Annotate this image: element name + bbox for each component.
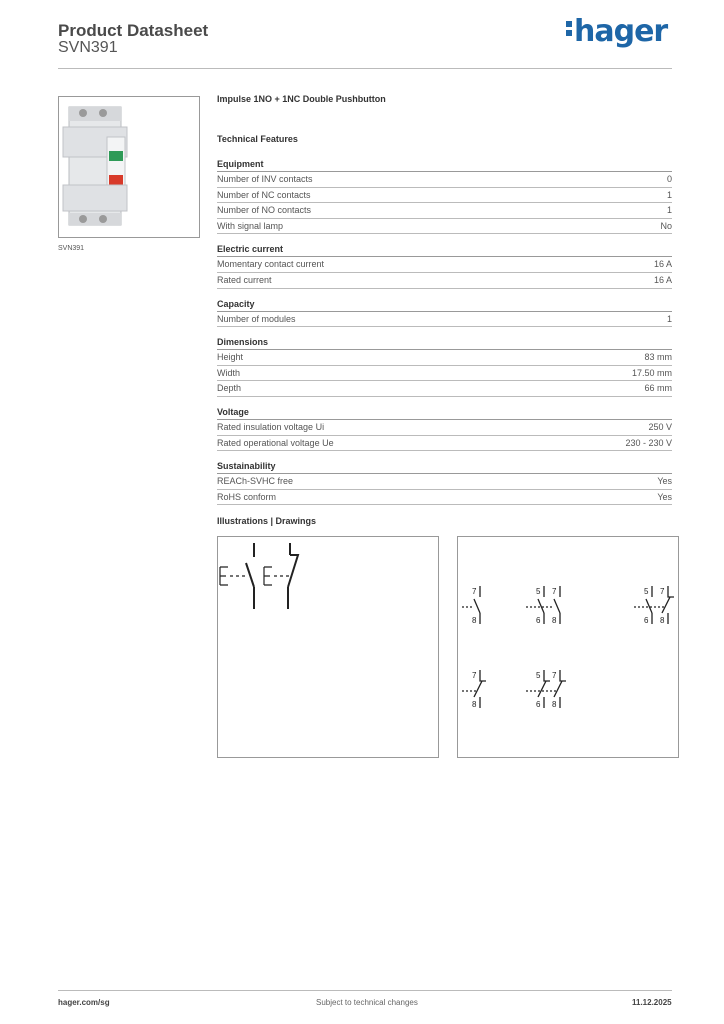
spec-row xyxy=(217,203,672,219)
group-title: Sustainability xyxy=(217,461,672,474)
spec-value: 0 xyxy=(666,174,672,184)
terminal-label: 8 xyxy=(472,616,477,625)
spec-value: 83 mm xyxy=(644,352,672,363)
spec-row xyxy=(217,188,672,204)
spec-value: 1 xyxy=(666,189,672,200)
spec-value: 17.50 mm xyxy=(631,367,672,378)
footer-date: 11.12.2025 xyxy=(632,998,672,1007)
wiring-diagram xyxy=(457,536,679,758)
spec-label: REACh-SVHC free xyxy=(217,476,294,487)
spec-label: Rated insulation voltage Ui xyxy=(217,421,325,432)
terminal-label: 8 xyxy=(472,700,477,709)
feature-group xyxy=(217,407,672,451)
dimension-drawing xyxy=(217,536,439,758)
features-heading: Technical Features xyxy=(217,134,298,144)
spec-row xyxy=(217,366,672,382)
terminal-label: 5 xyxy=(644,587,649,596)
page-title: Product Datasheet xyxy=(58,21,209,40)
spec-label: Rated operational voltage Ue xyxy=(217,437,334,448)
footer-divider xyxy=(58,990,672,991)
feature-groups xyxy=(217,159,672,505)
terminal-label: 8 xyxy=(660,616,665,625)
footer-website-link[interactable]: hager.com/sg xyxy=(58,998,110,1007)
spec-value: 16 A xyxy=(653,259,672,270)
terminal-label: 7 xyxy=(472,587,477,596)
spec-value: 230 - 230 V xyxy=(625,437,672,448)
terminal-label: 6 xyxy=(536,700,541,709)
group-title: Capacity xyxy=(217,299,672,312)
product-description: Impulse 1NO + 1NC Double Pushbutton xyxy=(217,94,386,104)
spec-label: Number of INV contacts xyxy=(217,174,313,184)
spec-row xyxy=(217,257,672,273)
product-reference: SVN391 xyxy=(58,39,118,56)
spec-value: 16 A xyxy=(653,274,672,285)
spec-label: Rated current xyxy=(217,274,272,285)
spec-row xyxy=(217,312,672,328)
terminal-label: 8 xyxy=(552,616,557,625)
group-title: Dimensions xyxy=(217,337,672,350)
brand-logo: hager xyxy=(566,14,667,49)
product-image xyxy=(58,96,200,238)
spec-row xyxy=(217,381,672,397)
image-caption: SVN391 xyxy=(58,245,85,252)
terminal-label: 7 xyxy=(660,587,665,596)
terminal-label: 6 xyxy=(644,616,649,625)
spec-value: 1 xyxy=(666,313,672,324)
spec-row xyxy=(217,350,672,366)
group-title: Electric current xyxy=(217,244,672,257)
spec-row xyxy=(217,436,672,452)
spec-value: 1 xyxy=(666,205,672,216)
spec-row xyxy=(217,474,672,490)
spec-label: Number of NC contacts xyxy=(217,189,311,200)
terminal-label: 7 xyxy=(472,671,477,680)
spec-label: Momentary contact current xyxy=(217,259,325,270)
spec-row xyxy=(217,420,672,436)
spec-label: Depth xyxy=(217,383,242,394)
terminal-label: 7 xyxy=(552,671,557,680)
feature-group xyxy=(217,159,672,234)
terminal-label: 6 xyxy=(536,616,541,625)
feature-group xyxy=(217,244,672,288)
spec-row xyxy=(217,273,672,289)
spec-value: Yes xyxy=(657,491,672,502)
spec-row xyxy=(217,172,672,188)
feature-group xyxy=(217,337,672,397)
spec-label: With signal lamp xyxy=(217,220,284,231)
terminal-label: 7 xyxy=(552,587,557,596)
group-title: Equipment xyxy=(217,159,672,172)
spec-section xyxy=(217,94,672,515)
terminal-label: 5 xyxy=(536,587,541,596)
spec-label: Height xyxy=(217,352,244,363)
footer-note: Subject to technical changes xyxy=(316,998,418,1007)
spec-row xyxy=(217,490,672,506)
group-title: Voltage xyxy=(217,407,672,420)
spec-label: Number of NO contacts xyxy=(217,205,312,216)
spec-value: Yes xyxy=(657,476,672,487)
spec-value: No xyxy=(660,220,672,231)
header-divider xyxy=(58,68,672,69)
spec-label: Width xyxy=(217,367,241,378)
spec-label: RoHS conform xyxy=(217,491,277,502)
terminal-label: 5 xyxy=(536,671,541,680)
spec-value: 250 V xyxy=(648,421,672,432)
spec-row xyxy=(217,219,672,235)
spec-value: 66 mm xyxy=(644,383,672,394)
spec-label: Number of modules xyxy=(217,313,296,324)
illustrations-heading: Illustrations | Drawings xyxy=(217,516,317,526)
feature-group xyxy=(217,299,672,328)
feature-group xyxy=(217,461,672,505)
terminal-label: 8 xyxy=(552,700,557,709)
